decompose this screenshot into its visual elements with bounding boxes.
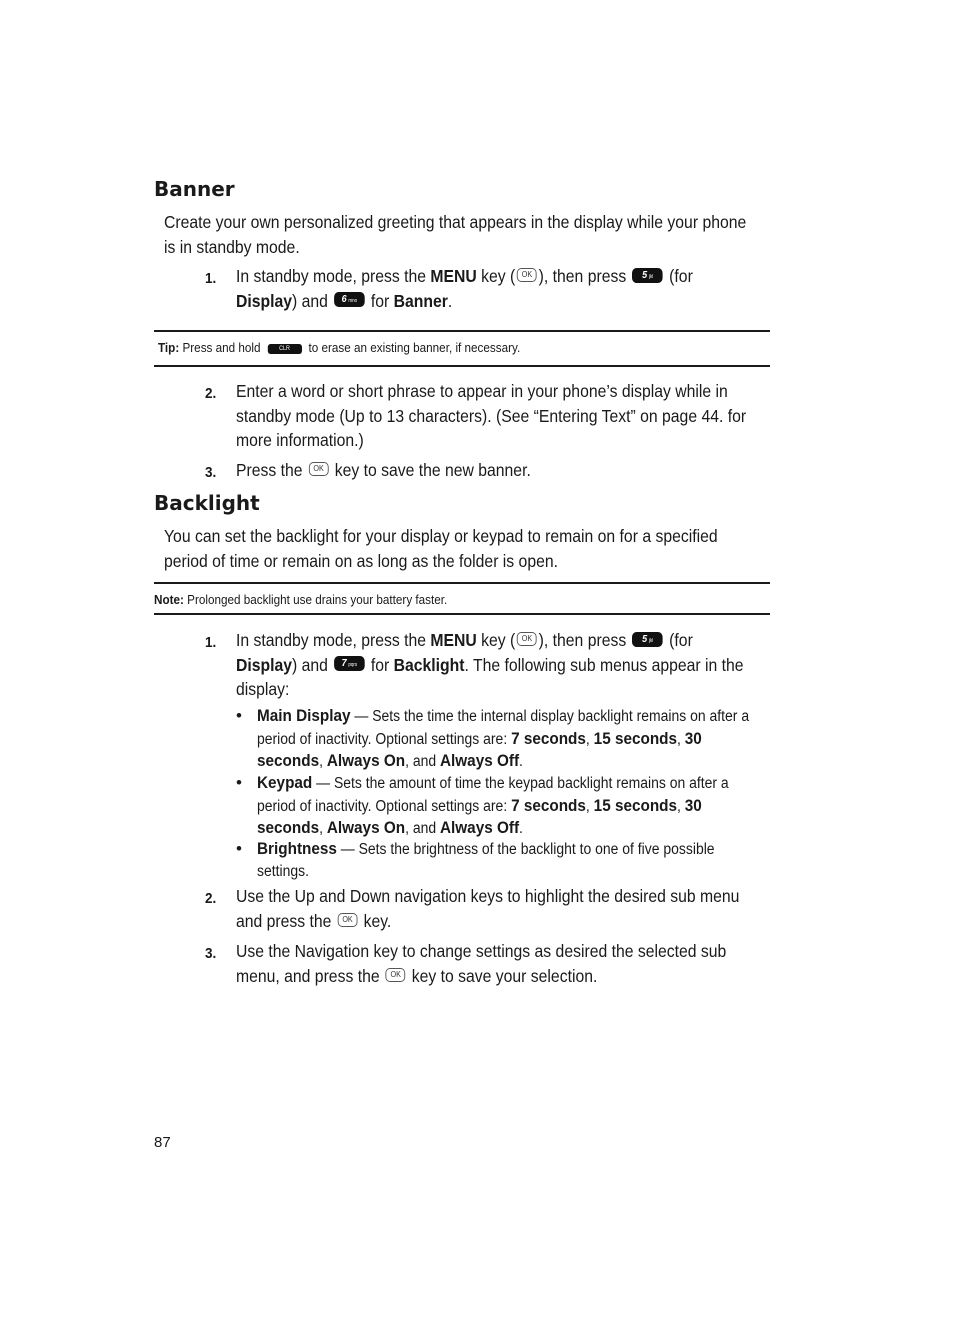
section-title-backlight: Backlight xyxy=(154,491,260,515)
note-rule-bottom xyxy=(154,613,770,615)
tip-rule-top xyxy=(154,330,770,332)
ok-key-icon: OK xyxy=(309,462,329,476)
step-number: 2. xyxy=(205,890,217,907)
section-title-banner: Banner xyxy=(154,177,235,201)
backlight-step1-line1: In standby mode, press the MENU key ( OK ), then press 5 jkl (for xyxy=(236,630,693,650)
key-5-icon: 5 jkl xyxy=(632,632,663,647)
key-7-icon: 7 pqrs xyxy=(334,656,365,671)
ok-key-icon: OK xyxy=(517,268,537,282)
bullet-brightness: Brightness — Sets the brightness of the backlight to one of five possible settings. xyxy=(257,839,715,880)
note-box: Note: Prolonged backlight use drains your battery faster. xyxy=(154,592,448,607)
backlight-step3-line1: Use the Navigation key to change settings as desired the selected sub xyxy=(236,941,727,961)
banner-step1-line2: Display) and 6 mno for Banner. xyxy=(236,290,453,311)
ok-key-icon: OK xyxy=(338,913,358,927)
step-number: 3. xyxy=(205,464,217,481)
backlight-intro-line2: period of time or remain on as long as the folder is open. xyxy=(164,550,558,571)
bullet-dot: • xyxy=(236,773,242,792)
tip-rule-bottom xyxy=(154,365,770,367)
page-number: 87 xyxy=(154,1134,171,1151)
backlight-intro xyxy=(164,524,776,573)
banner-step1-line1: In standby mode, press the MENU key ( OK ), then press 5 jkl (for xyxy=(236,266,693,286)
backlight-step1-line2: Display) and 7 pqrs for Backlight. The following sub menus appear in the xyxy=(236,654,744,675)
backlight-step2 xyxy=(236,884,812,933)
backlight-step1 xyxy=(236,628,812,702)
banner-step2-line2: standby mode (Up to 13 characters). (See “Entering Text” on page 44. for xyxy=(236,405,747,426)
banner-intro xyxy=(164,210,776,259)
bullet-keypad: Keypad — Sets the amount of time the keypad backlight remains on after a period of inactivity. Optional settings are: 7 seconds, 15 seconds, 30 seconds, Always On, and Always Off. xyxy=(257,773,729,837)
ok-key-icon: OK xyxy=(517,632,537,646)
backlight-step1-line3: display: xyxy=(236,679,290,699)
backlight-step3-line2: menu, and press the OK key to save your selection. xyxy=(236,965,598,986)
banner-step3: Press the OK key to save the new banner. xyxy=(236,460,531,480)
bullet-main-display: Main Display — Sets the time the internal display backlight remains on after a period of inactivity. Optional settings are: 7 seconds, 15 seconds, 30 seconds, Always On, and Always Off. xyxy=(257,706,750,770)
step-number: 1. xyxy=(205,270,217,287)
bullet-dot: • xyxy=(236,706,242,725)
key-5-icon: 5 jkl xyxy=(632,268,663,283)
banner-step2-line1: Enter a word or short phrase to appear in your phone’s display while in xyxy=(236,381,728,401)
banner-intro-line1: Create your own personalized greeting that appears in the display while your phone xyxy=(164,212,747,232)
backlight-step3 xyxy=(236,939,812,988)
ok-key-icon: OK xyxy=(386,968,406,982)
step-number: 3. xyxy=(205,945,217,962)
backlight-step2-line1: Use the Up and Down navigation keys to highlight the desired sub menu xyxy=(236,886,740,906)
step-number: 2. xyxy=(205,385,217,402)
note-rule-top xyxy=(154,582,770,584)
bullet-dot: • xyxy=(236,839,242,858)
banner-step2-line3: more information.) xyxy=(236,430,364,450)
clr-key-icon: CLR xyxy=(267,344,301,354)
banner-intro-line2: is in standby mode. xyxy=(164,236,300,257)
banner-step2 xyxy=(236,379,812,453)
tip-box: Tip: Press and hold CLR to erase an existing banner, if necessary. xyxy=(158,340,521,355)
step-number: 1. xyxy=(205,634,217,651)
backlight-step2-line2: and press the OK key. xyxy=(236,910,392,931)
backlight-intro-line1: You can set the backlight for your display or keypad to remain on for a specified xyxy=(164,526,718,546)
key-6-icon: 6 mno xyxy=(334,292,365,307)
banner-step1 xyxy=(236,264,812,313)
